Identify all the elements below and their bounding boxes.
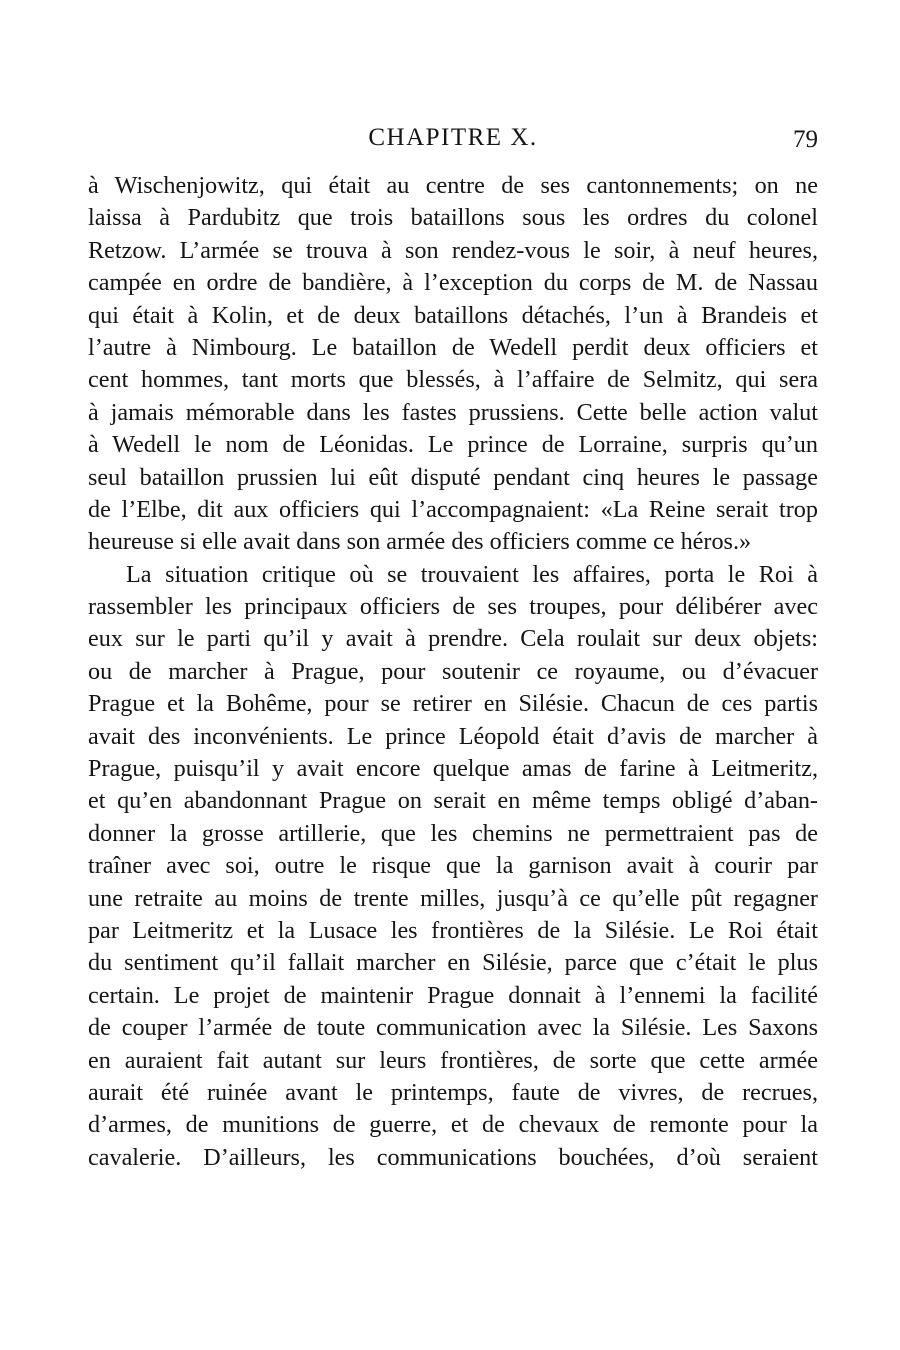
text-line: qui était à Kolin, et de deux bataillons détachés, l’un à Brandeis et (88, 301, 818, 329)
page-number: 79 (793, 126, 818, 153)
text-line: à Wischenjowitz, qui était au centre de ses cantonnements; on ne (88, 172, 818, 199)
text-line: cent hommes, tant morts que blessés, à l’affaire de Selmitz, qui sera (88, 366, 818, 394)
text-line: une retraite au moins de trente milles, jusqu’à ce qu’elle pût regagner (88, 884, 818, 912)
text-line: cavalerie. D’ailleurs, les communications bouchées, d’où seraient (88, 1143, 818, 1171)
text-line: rassembler les principaux officiers de ses troupes, pour délibérer avec (88, 593, 818, 621)
running-head (88, 124, 818, 158)
text-line: certain. Le projet de maintenir Prague donnait à l’ennemi la facilité (88, 981, 818, 1009)
text-line: à jamais mémorable dans les fastes prussiens. Cette belle action valut (88, 398, 818, 426)
text-line: campée en ordre de bandière, à l’exception du corps de M. de Nassau (88, 269, 818, 297)
text-line: Retzow. L’armée se trouva à son rendez-vous le soir, à neuf heures, (88, 236, 818, 264)
text-line: donner la grosse artillerie, que les chemins ne permettraient pas de (88, 819, 818, 847)
body-text (88, 170, 818, 1174)
text-line: l’autre à Nimbourg. Le bataillon de Wedell perdit deux officiers et (88, 333, 818, 361)
text-line: d’armes, de munitions de guerre, et de chevaux de remonte pour la (88, 1111, 818, 1139)
text-line: aurait été ruinée avant le printemps, faute de vivres, de recrues, (88, 1078, 818, 1106)
text-line: et qu’en abandonnant Prague on serait en même temps obligé d’aban- (88, 787, 818, 815)
text-line: par Leitmeritz et la Lusace les frontières de la Silésie. Le Roi était (88, 916, 818, 944)
text-line: seul bataillon prussien lui eût disputé pendant cinq heures le passage (88, 463, 818, 491)
text-line: Prague et la Bohême, pour se retirer en Silésie. Chacun de ces partis (88, 690, 818, 718)
text-line: eux sur le parti qu’il y avait à prendre. Cela roulait sur deux objets: (88, 625, 818, 653)
text-line: en auraient fait autant sur leurs frontières, de sorte que cette armée (88, 1046, 818, 1074)
paragraph-last-line: heureuse si elle avait dans son armée des officiers comme ce héros.» (88, 528, 752, 556)
text-line: du sentiment qu’il fallait marcher en Silésie, parce que c’était le plus (88, 949, 818, 977)
chapter-title: CHAPITRE X. (368, 124, 538, 151)
text-line: à Wedell le nom de Léonidas. Le prince de Lorraine, surpris qu’un (88, 431, 818, 459)
text-line: laissa à Pardubitz que trois bataillons sous les ordres du colonel (88, 204, 818, 232)
text-line: avait des inconvénients. Le prince Léopold était d’avis de marcher à (88, 722, 818, 750)
text-line: Prague, puisqu’il y avait encore quelque amas de farine à Leitmeritz, (88, 755, 818, 783)
text-line: de l’Elbe, dit aux officiers qui l’accompagnaient: «La Reine serait trop (88, 495, 818, 523)
text-line: ou de marcher à Prague, pour soutenir ce royaume, ou d’évacuer (88, 657, 818, 685)
text-line: de couper l’armée de toute communication avec la Silésie. Les Saxons (88, 1014, 818, 1042)
text-line: traîner avec soi, outre le risque que la garnison avait à courir par (88, 852, 818, 880)
paragraph-first-line: La situation critique où se trouvaient les affaires, porta le Roi à (126, 560, 818, 588)
